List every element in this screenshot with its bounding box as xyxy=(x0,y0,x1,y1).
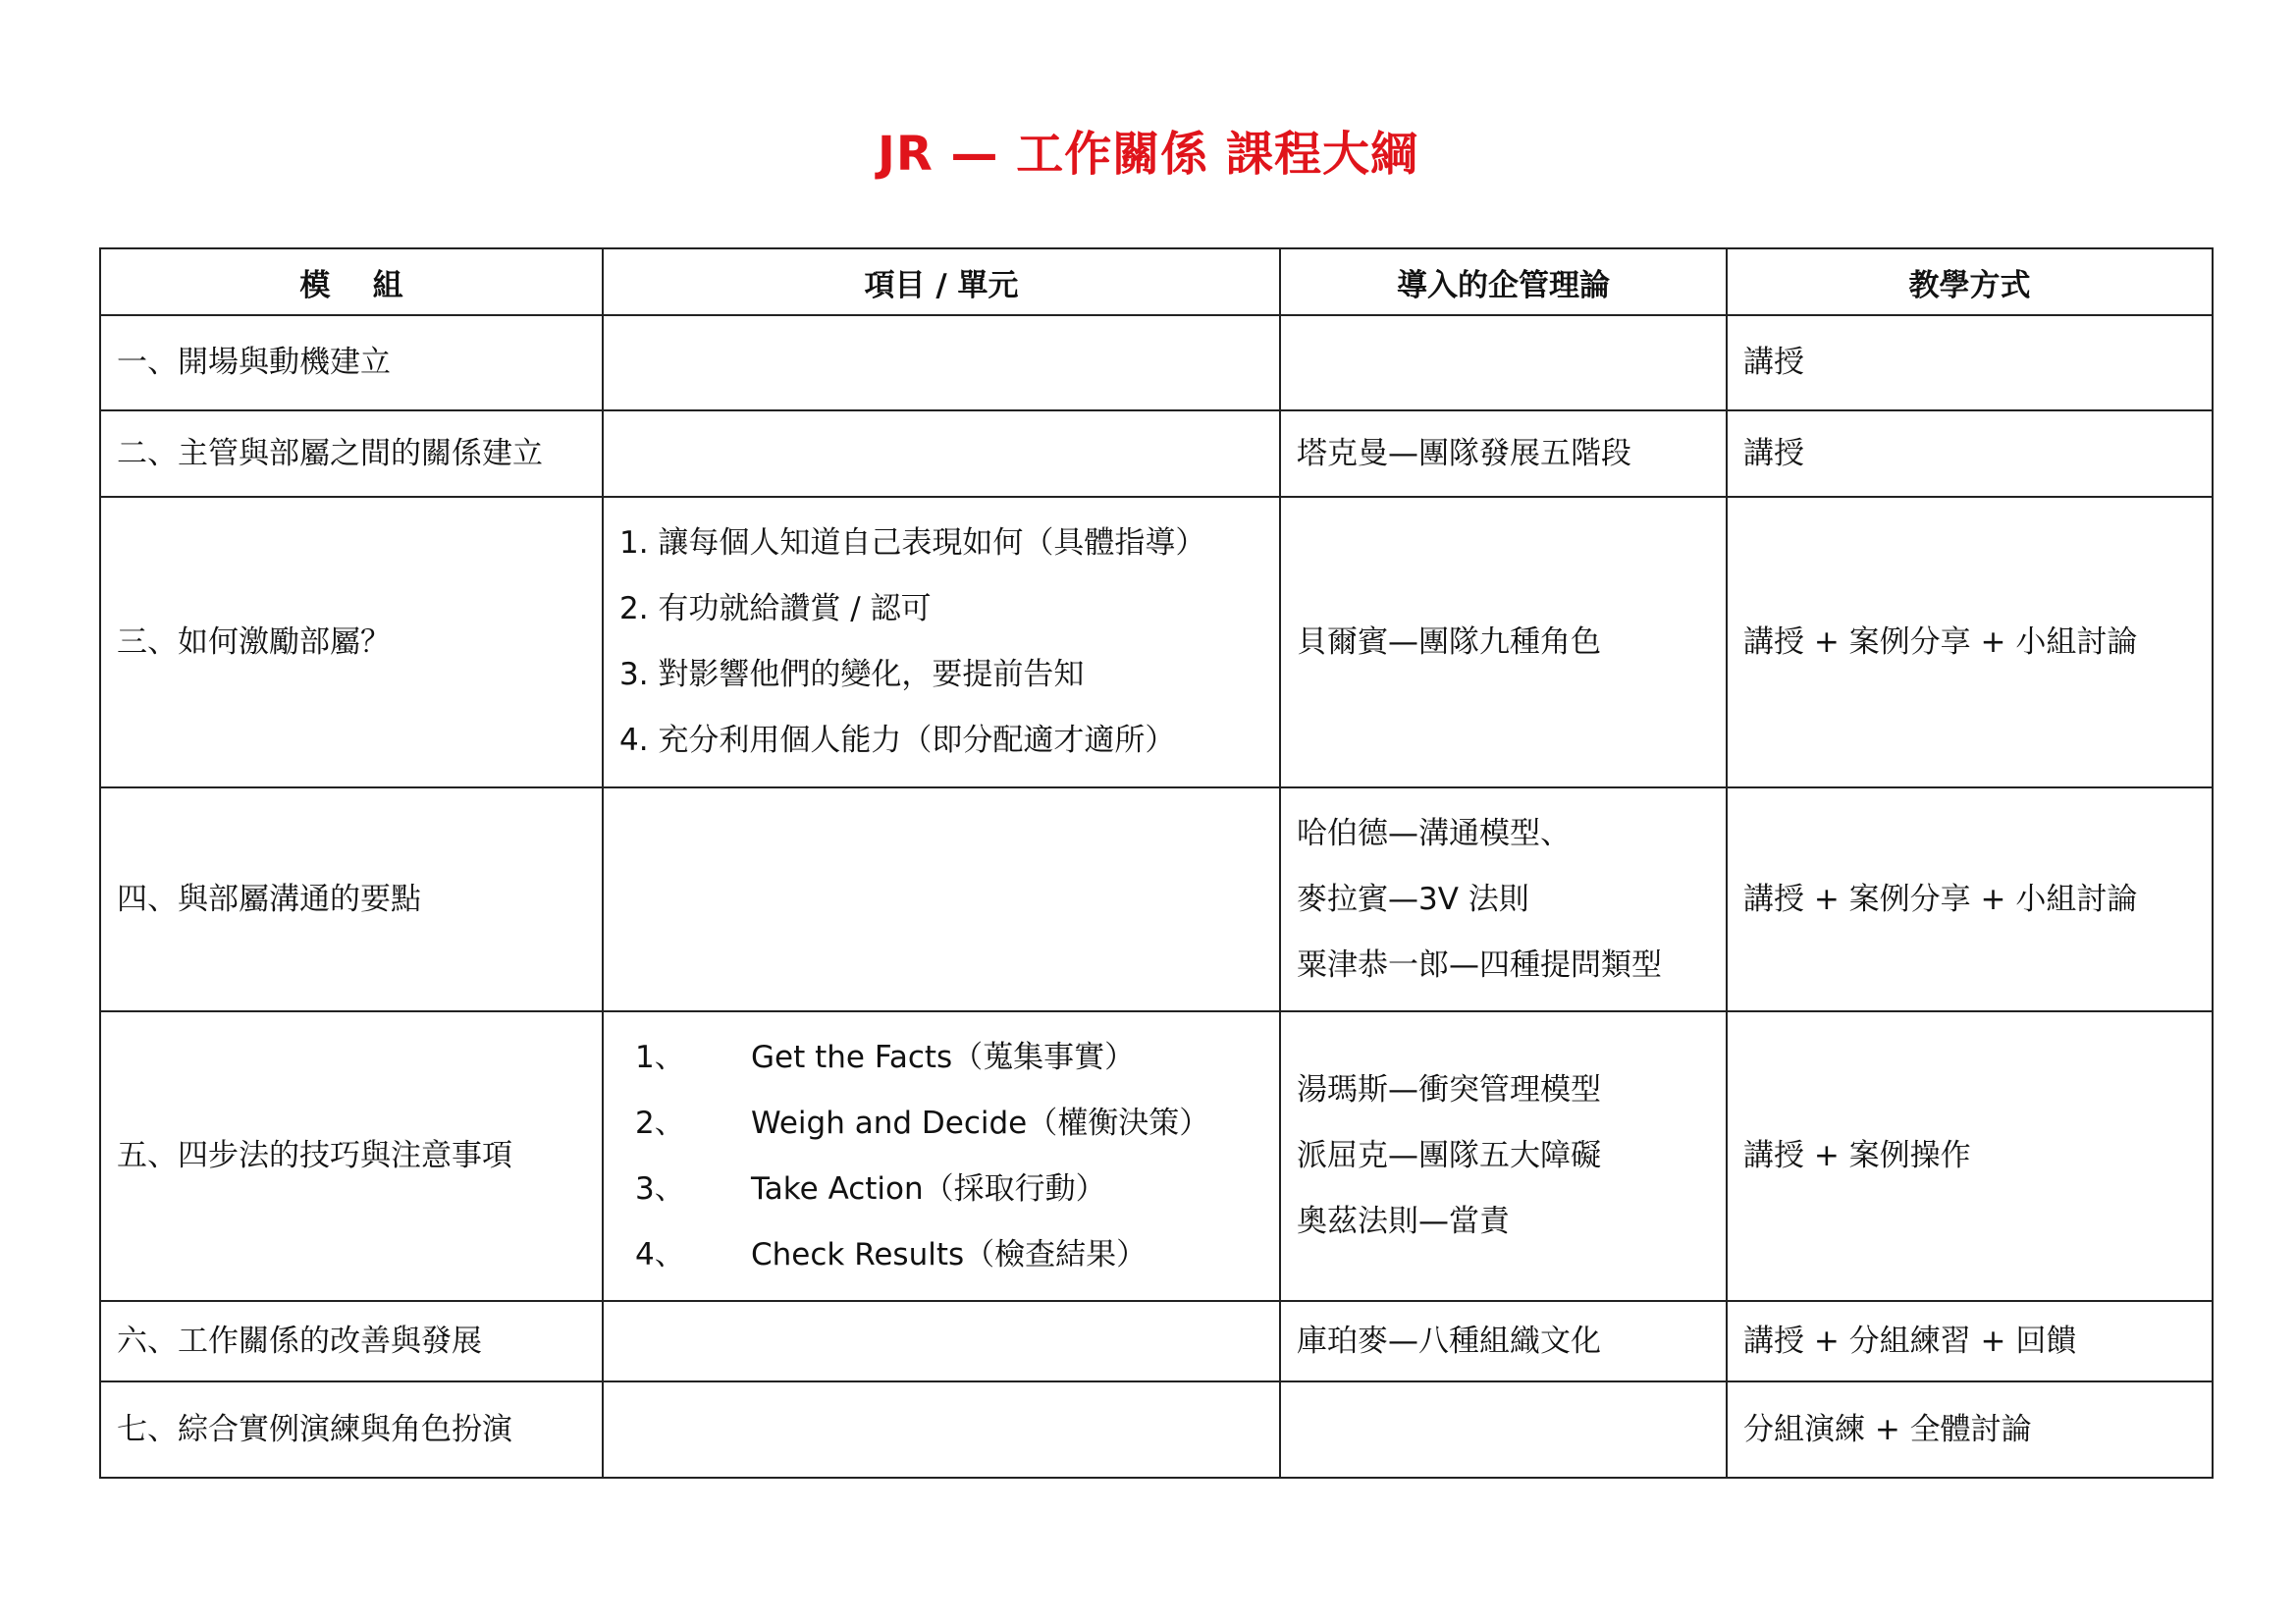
module-label: 四、與部屬溝通的要點 xyxy=(117,881,421,917)
module-cell xyxy=(100,1301,603,1381)
theory-item: 哈伯德—溝通模型、 xyxy=(1297,815,1571,851)
step-text: Take Action（採取行動） xyxy=(751,1170,1106,1207)
course-outline-table xyxy=(99,247,2214,1479)
module-label: 七、綜合實例演練與角色扮演 xyxy=(117,1411,512,1447)
list-item: 2. 有功就給讚賞 / 認可 xyxy=(619,591,932,626)
step-number: 1、 xyxy=(635,1039,685,1075)
list-item: 4. 充分利用個人能力（即分配適才適所） xyxy=(619,723,1176,758)
theory-item: 麥拉賓—3V 法則 xyxy=(1297,881,1529,917)
module-cell xyxy=(100,787,603,1011)
method-cell xyxy=(1727,1011,2213,1301)
module-label: 五、四步法的技巧與注意事項 xyxy=(117,1138,512,1173)
list-item: 3. 對影響他們的變化，要提前告知 xyxy=(619,657,1085,692)
theory-item: 貝爾賓—團隊九種角色 xyxy=(1297,623,1601,660)
header-row xyxy=(100,248,2213,315)
theory-cell xyxy=(1280,1381,1727,1478)
items-cell xyxy=(603,1011,1280,1301)
table-row xyxy=(100,410,2213,497)
step-text: Get the Facts（蒐集事實） xyxy=(751,1039,1136,1075)
theory-cell xyxy=(1280,787,1727,1011)
items-cell xyxy=(603,410,1280,497)
items-cell xyxy=(603,1301,1280,1381)
theory-item: 庫珀麥—八種組織文化 xyxy=(1297,1323,1601,1359)
step-item xyxy=(604,1157,1279,1222)
method-label: 講授 + 案例分享 + 小組討論 xyxy=(1743,881,2138,917)
theory-item: 奧茲法則—當責 xyxy=(1297,1204,1510,1239)
method-label: 分組演練 + 全體討論 xyxy=(1743,1411,2032,1447)
header-method: 教學方式 xyxy=(1727,248,2213,315)
module-label: 六、工作關係的改善與發展 xyxy=(117,1323,482,1359)
method-cell xyxy=(1727,315,2213,410)
module-label: 二、主管與部屬之間的關係建立 xyxy=(117,435,543,471)
table-row xyxy=(100,787,2213,1011)
module-cell xyxy=(100,410,603,497)
theory-cell xyxy=(1280,315,1727,410)
table-row xyxy=(100,1381,2213,1478)
step-number: 4、 xyxy=(635,1236,685,1272)
page-title: JR — 工作關係 課程大綱 xyxy=(878,127,1418,182)
items-cell xyxy=(603,787,1280,1011)
theory-item: 粟津恭一郎—四種提問類型 xyxy=(1297,947,1662,983)
step-item xyxy=(604,1091,1279,1157)
theory-item: 塔克曼—團隊發展五階段 xyxy=(1297,435,1631,471)
theory-cell xyxy=(1280,497,1727,787)
header-items: 項目 / 單元 xyxy=(603,248,1280,315)
method-label: 講授 xyxy=(1743,435,1804,471)
step-number: 2、 xyxy=(635,1105,685,1141)
module-label: 三、如何激勵部屬？ xyxy=(117,623,391,660)
items-cell xyxy=(603,1381,1280,1478)
theory-cell xyxy=(1280,1301,1727,1381)
module-cell xyxy=(100,1011,603,1301)
module-cell xyxy=(100,1381,603,1478)
method-cell xyxy=(1727,787,2213,1011)
step-item xyxy=(604,1025,1279,1091)
method-label: 講授 + 案例操作 xyxy=(1743,1138,1971,1173)
table-row xyxy=(100,497,2213,787)
method-cell xyxy=(1727,410,2213,497)
header-module: 模 組 xyxy=(100,248,603,315)
module-label: 一、開場與動機建立 xyxy=(117,345,391,380)
theory-item: 派屈克—團隊五大障礙 xyxy=(1297,1138,1601,1173)
step-number: 3、 xyxy=(635,1170,685,1207)
list-item: 1. 讓每個人知道自己表現如何（具體指導） xyxy=(619,525,1206,561)
table-row xyxy=(100,1301,2213,1381)
module-cell xyxy=(100,497,603,787)
method-cell xyxy=(1727,497,2213,787)
method-label: 講授 xyxy=(1743,345,1804,380)
table-row xyxy=(100,1011,2213,1301)
method-cell xyxy=(1727,1381,2213,1478)
items-cell xyxy=(603,315,1280,410)
method-cell xyxy=(1727,1301,2213,1381)
step-item xyxy=(604,1222,1279,1288)
theory-item: 湯瑪斯—衝突管理模型 xyxy=(1297,1072,1601,1108)
method-label: 講授 + 案例分享 + 小組討論 xyxy=(1743,623,2138,660)
items-cell xyxy=(603,497,1280,787)
step-text: Weigh and Decide（權衡決策） xyxy=(751,1105,1210,1141)
theory-cell xyxy=(1280,410,1727,497)
step-text: Check Results（檢查結果） xyxy=(751,1236,1148,1272)
method-label: 講授 + 分組練習 + 回饋 xyxy=(1743,1323,2077,1359)
table-row xyxy=(100,315,2213,410)
theory-cell xyxy=(1280,1011,1727,1301)
header-theory: 導入的企管理論 xyxy=(1280,248,1727,315)
module-cell xyxy=(100,315,603,410)
